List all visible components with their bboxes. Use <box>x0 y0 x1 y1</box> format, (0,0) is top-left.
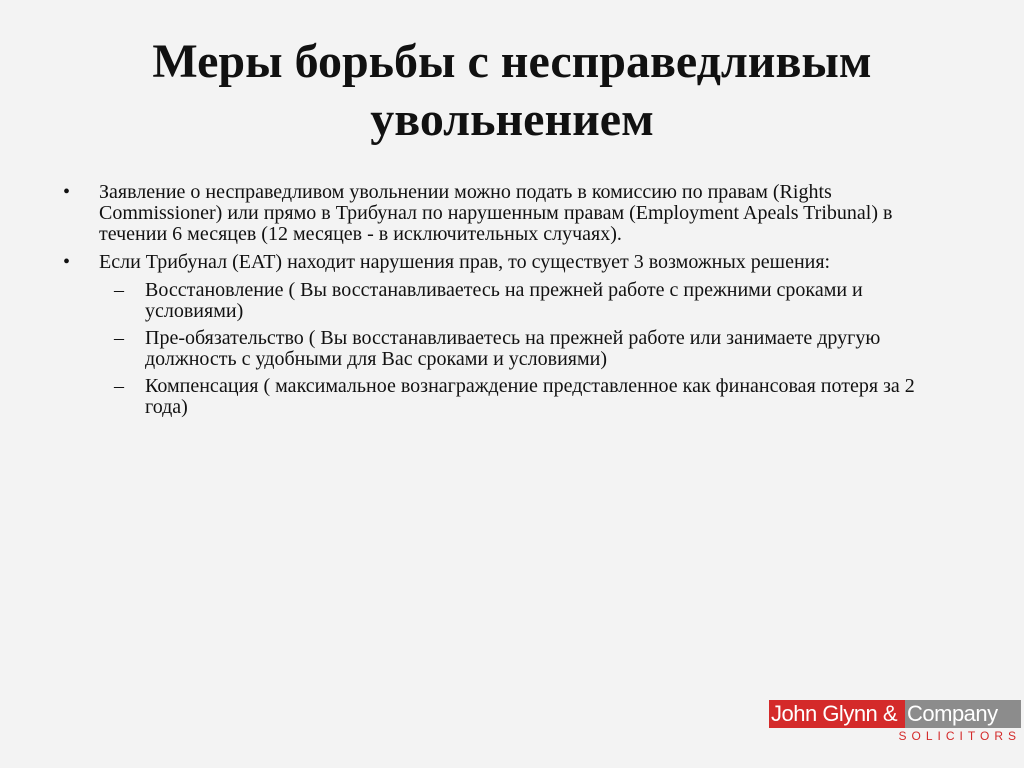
sub-bullet-text: Восстановление ( Вы восстанавливаетесь на прежней работе с прежними сроками и условиями) <box>145 279 863 322</box>
sub-bullet-item <box>0 376 1024 418</box>
sub-bullet-item <box>0 328 1024 370</box>
company-logo <box>769 700 1021 744</box>
sub-bullet-marker: – <box>114 327 124 349</box>
slide-content <box>0 182 1024 424</box>
bullet-text: Заявление о несправедливом увольнении можно подать в комиссию по правам (Rights Commissioner) или прямо в Трибунал по нарушенным правам (Employment Apeals Tribunal) в течении 6 месяцев (12 месяцев - в исключительных случаях). <box>99 181 893 245</box>
logo-wordmark <box>769 700 1021 728</box>
logo-left-block: John Glynn & <box>769 700 905 728</box>
bullet-marker: • <box>63 181 71 203</box>
sub-bullet-marker: – <box>114 279 124 301</box>
sub-bullet-item <box>0 280 1024 322</box>
bullet-item <box>0 252 1024 273</box>
bullet-item <box>0 182 1024 245</box>
logo-right-block: Company <box>905 700 1021 728</box>
bullet-text: Если Трибунал (EAT) находит нарушения прав, то существует 3 возможных решения: <box>99 251 831 273</box>
logo-tagline: SOLICITORS <box>898 729 1021 743</box>
slide-title: Меры борьбы с несправедливым увольнением <box>152 35 872 146</box>
sub-bullet-text: Компенсация ( максимальное вознаграждение представленное как финансовая потеря за 2 года) <box>145 375 915 418</box>
sub-bullet-text: Пре-обязательство ( Вы восстанавливаетесь на прежней работе или занимаете другую должность с удобными для Вас сроками и условиями) <box>145 327 881 370</box>
sub-bullet-marker: – <box>114 375 124 397</box>
bullet-marker: • <box>63 251 71 273</box>
